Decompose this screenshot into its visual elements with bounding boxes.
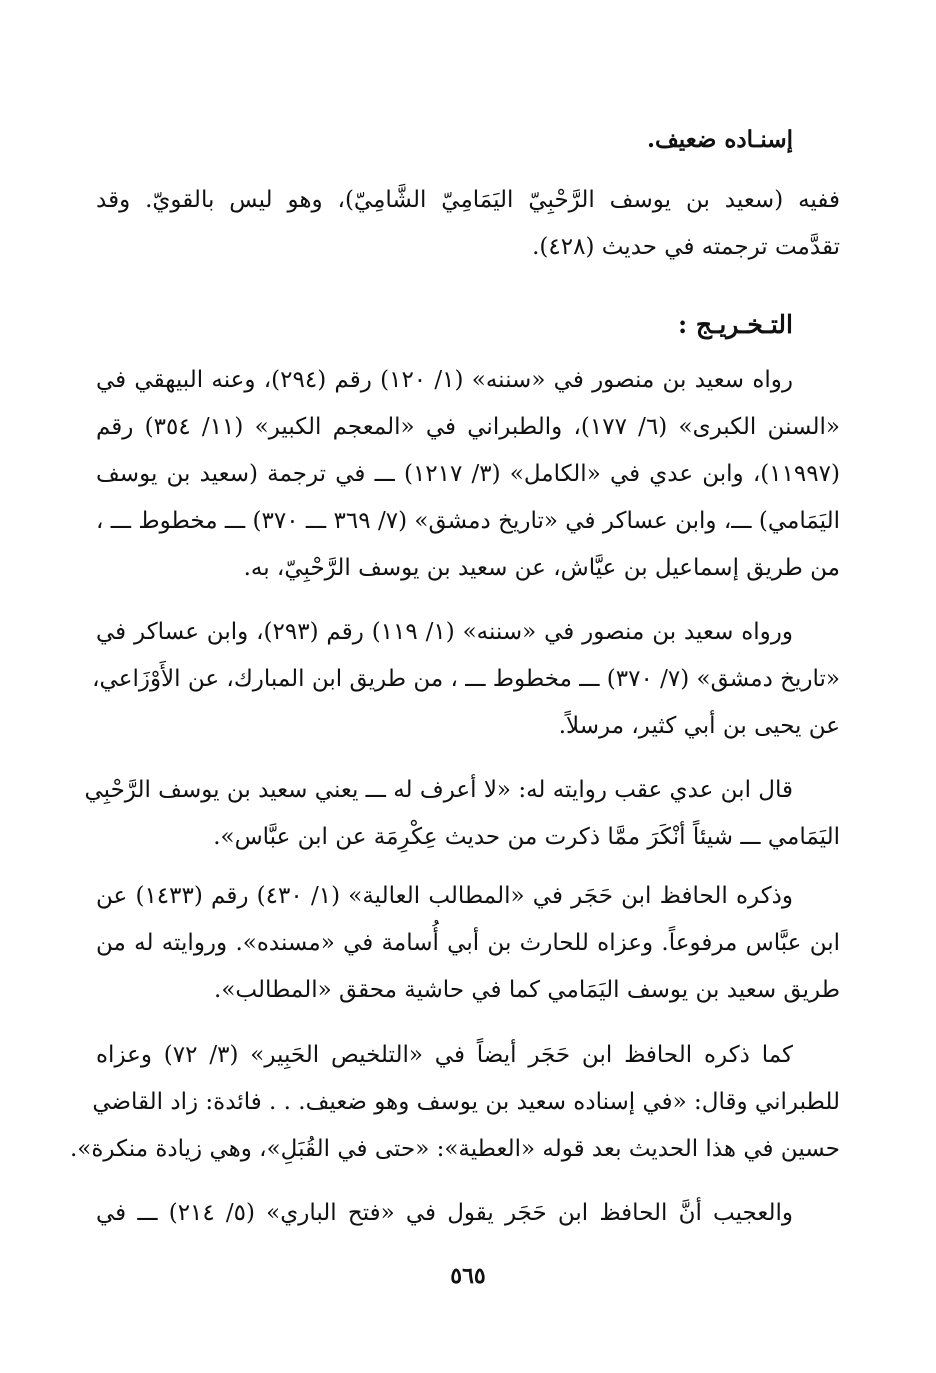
paragraph-line: ابن عبَّاس مرفوعاً. وعزاه للحارث بن أبي أُسامة في «مسنده». وروايته له من bbox=[96, 930, 840, 956]
paragraph-line: للطبراني وقال: «في إسناده سعيد بن يوسف وهو ضعيف. . . فائدة: زاد القاضي bbox=[92, 1089, 840, 1115]
paragraph-line: اليَمَامي ـــ شيئاً أنْكَرَ ممَّا ذكرت من حديث عِكْرِمَة عن ابن عبَّاس». bbox=[213, 824, 840, 850]
paragraph-line: ورواه سعيد بن منصور في «سننه» (١/ ١١٩) رقم (٢٩٣)، وابن عساكر في bbox=[96, 619, 794, 645]
isnad-weak-line: إسنـاده ضعيف. bbox=[646, 126, 793, 153]
paragraph-line: قال ابن عدي عقب روايته له: «لا أعرف له ـــ يعني سعيد بن يوسف الرَّحْبِي bbox=[84, 777, 793, 803]
paragraph-line: من طريق إسماعيل بن عيَّاش، عن سعيد بن يوسف الرَّحْبِيّ، به. bbox=[243, 555, 840, 581]
paragraph-line: رواه سعيد بن منصور في «سننه» (١/ ١٢٠) رقم (٢٩٤)، وعنه البيهقي في bbox=[96, 367, 793, 393]
paragraph-line: «السنن الكبرى» (٦/ ١٧٧)، والطبراني في «المعجم الكبير» (١١/ ٣٥٤) رقم bbox=[96, 414, 840, 440]
paragraph-line: (١١٩٩٧)، وابن عدي في «الكامل» (٣/ ١٢١٧) ـــ في ترجمة (سعيد بن يوسف bbox=[96, 461, 840, 487]
paragraph-line: والعجيب أنَّ الحافظ ابن حَجَر يقول في «فتح الباري» (٥/ ٢١٤) ـــ في bbox=[96, 1200, 794, 1226]
section-heading: التـخـريـج : bbox=[677, 310, 793, 339]
paragraph-line: حسين في هذا الحديث بعد قوله «العطية»: «حتى في القُبَلِ»، وهي زيادة منكرة». bbox=[69, 1136, 840, 1162]
paragraph-line: ففيه (سعيد بن يوسف الرَّحْبِيّ اليَمَامِيّ الشَّامِيّ)، وهو ليس بالقويّ. وقد bbox=[96, 187, 840, 213]
paragraph-line: وذكره الحافظ ابن حَجَر في «المطالب العالية» (١/ ٤٣٠) رقم (١٤٣٣) عن bbox=[96, 883, 794, 909]
paragraph-line: طريق سعيد بن يوسف اليَمَامي كما في حاشية محقق «المطالب». bbox=[214, 977, 840, 1003]
paragraph-line: عن يحيى بن أبي كثير، مرسلاً. bbox=[558, 713, 840, 739]
paragraph-line: تقدَّمت ترجمته في حديث (٤٢٨). bbox=[532, 234, 840, 260]
page-number: ٥٦٥ bbox=[450, 1263, 486, 1289]
paragraph-line: «تاريخ دمشق» (٧/ ٣٧٠) ـــ مخطوط ـــ ، من طريق ابن المبارك، عن الأَوْزَاعي، bbox=[92, 666, 840, 692]
paragraph-line: كما ذكره الحافظ ابن حَجَر أيضاً في «التلخيص الحَبِير» (٣/ ٧٢) وعزاه bbox=[96, 1042, 793, 1068]
paragraph-line: اليَمَامي) ـــ، وابن عساكر في «تاريخ دمشق» (٧/ ٣٦٩ ـــ ٣٧٠) ـــ مخطوط ـــ ، bbox=[96, 508, 840, 534]
